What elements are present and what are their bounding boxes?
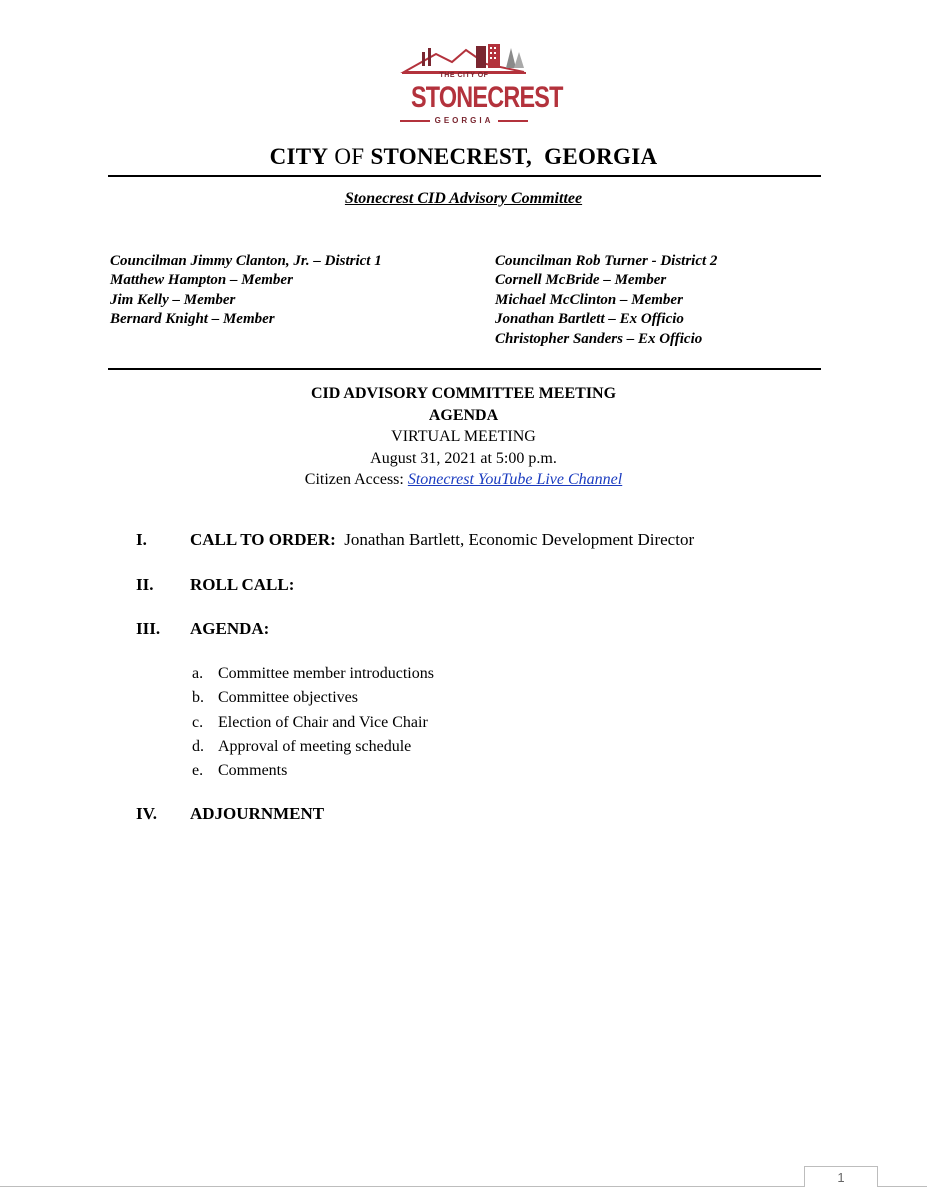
- meeting-subtitle: AGENDA: [428, 406, 499, 424]
- member-name: Councilman Jimmy Clanton, Jr. – District 1: [110, 253, 382, 269]
- section-number: III.: [136, 619, 161, 638]
- section-heading: [190, 575, 294, 595]
- item-text: Committee member introductions: [218, 665, 434, 682]
- member-name: Christopher Sanders – Ex Officio: [495, 330, 703, 347]
- section-detail: Jonathan Bartlett, Economic Development Director: [344, 530, 695, 549]
- city-logo: [396, 42, 563, 128]
- item-letter: e.: [192, 762, 204, 780]
- city-title-part1: CITY: [269, 144, 329, 169]
- section-heading: [190, 530, 694, 550]
- section-number: I.: [136, 530, 147, 549]
- members-right-column: [495, 252, 717, 349]
- city-title-part2: OF: [334, 144, 365, 169]
- item-text: Election of Chair and Vice Chair: [218, 713, 428, 731]
- members-divider: [108, 368, 821, 370]
- citizen-access-label: Citizen Access:: [304, 471, 404, 488]
- item-letter: c.: [192, 713, 204, 731]
- list-item: [192, 711, 434, 735]
- member-name: Jim Kelly – Member: [110, 291, 236, 308]
- committee-title: Stonecrest CID Advisory Committee: [344, 190, 583, 207]
- member-name: Jonathan Bartlett – Ex Officio: [495, 311, 684, 328]
- section-heading: [190, 804, 324, 824]
- section-heading: [190, 619, 269, 639]
- skyline-icon: [396, 42, 532, 76]
- item-letter: b.: [192, 689, 204, 707]
- item-letter: a.: [192, 665, 204, 682]
- item-letter: d.: [192, 737, 204, 755]
- meeting-info: [0, 383, 927, 491]
- meeting-datetime: August 31, 2021 at 5:00 p.m.: [370, 449, 557, 467]
- meeting-title: CID ADVISORY COMMITTEE MEETING: [310, 385, 617, 402]
- citizen-access: [0, 469, 927, 491]
- member-name: Councilman Rob Turner - District 2: [495, 253, 718, 269]
- city-title: [0, 144, 927, 170]
- list-item: [192, 686, 434, 710]
- section-title: ADJOURNMENT: [190, 804, 325, 823]
- member-name: Cornell McBride – Member: [495, 272, 667, 289]
- members-left-column: [110, 252, 382, 330]
- section-number: IV.: [136, 804, 157, 823]
- city-title-part3: STONECREST, GEORGIA: [370, 144, 658, 169]
- item-text: Committee objectives: [218, 689, 358, 707]
- logo-bottom-text: GEORGIA: [434, 116, 494, 125]
- section-title: ROLL CALL:: [190, 575, 295, 594]
- footer-line: [0, 1186, 927, 1187]
- member-name: Michael McClinton – Member: [495, 291, 683, 308]
- member-name: Bernard Knight – Member: [110, 311, 275, 328]
- logo-top-text: THE CITY OF: [439, 72, 489, 79]
- list-item: [192, 735, 434, 759]
- header-divider: [108, 175, 821, 177]
- member-name: Matthew Hampton – Member: [110, 272, 293, 289]
- list-item: [192, 759, 434, 783]
- list-item: [192, 662, 434, 686]
- section-number: II.: [136, 575, 154, 594]
- agenda-items: [192, 662, 434, 783]
- youtube-live-link[interactable]: Stonecrest YouTube Live Channel: [407, 471, 623, 488]
- item-text: Comments: [218, 762, 288, 780]
- meeting-type: VIRTUAL MEETING: [391, 428, 536, 445]
- page-number: 1: [804, 1166, 878, 1187]
- section-title: AGENDA:: [190, 619, 270, 638]
- item-text: Approval of meeting schedule: [218, 737, 412, 755]
- logo-main-text: STONECREST: [410, 81, 563, 114]
- section-title: CALL TO ORDER:: [190, 530, 336, 549]
